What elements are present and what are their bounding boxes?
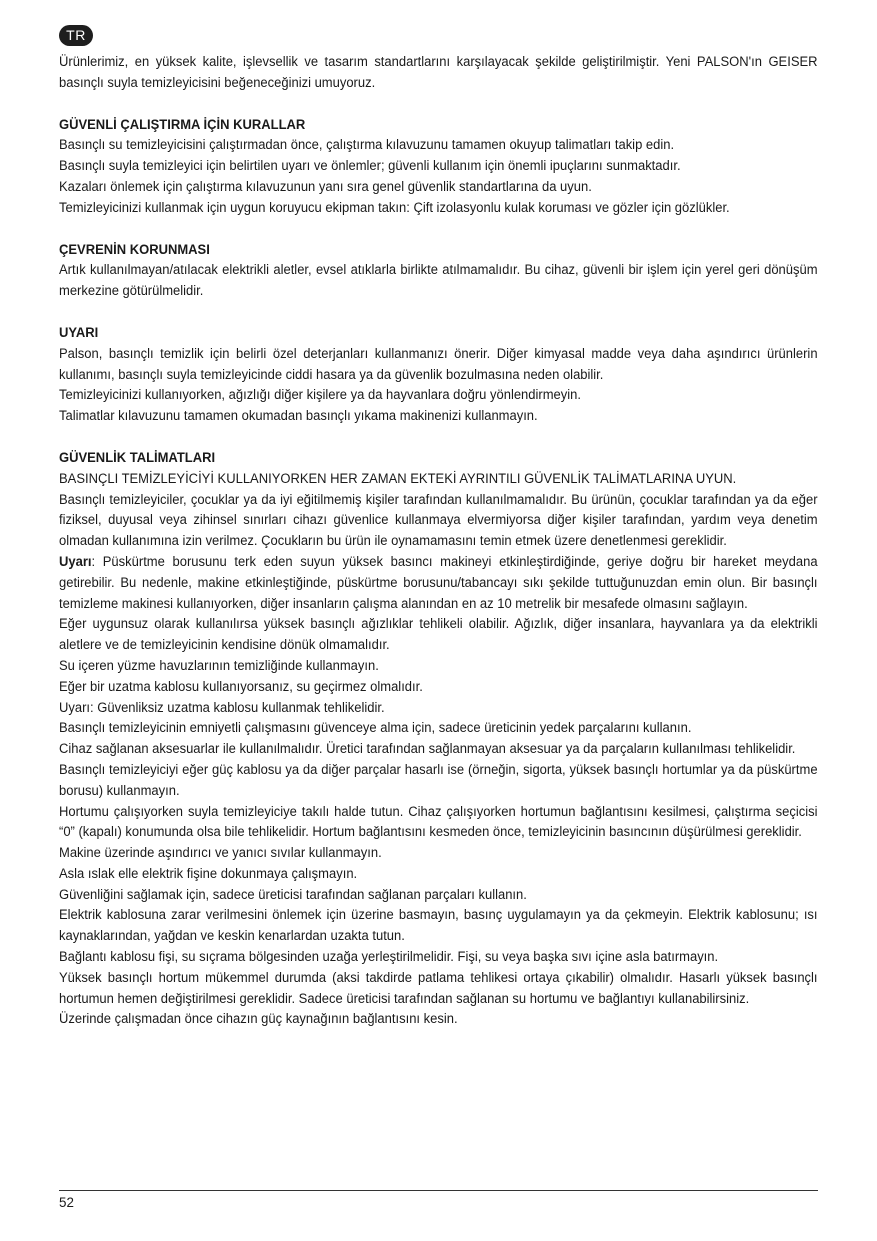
text-line: Yüksek basınçlı hortum mükemmel durumda (aksi takdirde patlama tehlikesi ortaya çıkabilir) olmalıdır. Hasarlı yüksek basınçlı hortumun hemen değiştirilmesi gereklidir. Sadece üreticisi tarafından sağlanan su hortumu ve bağlantıyı kullanabilirsiniz. [59,969,818,1006]
recoil-warning-label: Uyarı [59,553,92,569]
text-line: Su içeren yüzme havuzlarının temizliğinde kullanmayın. [59,657,379,673]
text-line: Üzerinde çalışmadan önce cihazın güç kaynağının bağlantısını kesin. [59,1011,458,1027]
text-line: Makine üzerinde aşındırıcı ve yanıcı sıvılar kullanmayın. [59,845,382,861]
text-line: Palson, basınçlı temizlik için belirli özel deterjanları kullanmanızı önerir. Diğer kimyasal madde veya daha aşındırıcı ürünlerin kullanımı, basınçlı suyla temizleyicinde ciddi hasara ya da güvenlik bozulmasına neden olabilir. [59,345,818,382]
text-line: Basınçlı suyla temizleyici için belirtilen uyarı ve önlemler; güvenli kullanım için önemli ipuçlarını sunmaktadır. [59,158,681,174]
section-heading: ÇEVRENİN KORUNMASI [59,241,210,257]
text-line: Cihaz sağlanan aksesuarlar ile kullanılmalıdır. Üretici tarafından sağlanmayan aksesuar ya da parçaların kullanılması tehlikelidir. [59,741,796,757]
text-line: Bağlantı kablosu fişi, su sıçrama bölgesinden uzağa yerleştirilmelidir. Fişi, su veya başka sıvı içine asla batırmayın. [59,949,719,965]
children-paragraph: Basınçlı temizleyiciler, çocuklar ya da iyi eğitilmemiş kişiler tarafından kullanılmamalıdır. Bu ürünün, çocuklar tarafından ya da eğer fiziksel, duyusal veya zihinsel sınırları cihazı güvenlice kullanmaya elvermiyorsa diğer kişiler tarafından, yardım veya denetim olmadan kullanımına izin verilmez. Çocukların bu ürün ile oynamamasını temin etmek üzere denetlenmesi gereklidir. [59,491,818,549]
language-badge: TR [59,25,93,46]
text-line: Basınçlı su temizleyicisini çalıştırmadan önce, çalıştırma kılavuzunu tamamen okuyup talimatları takip edin. [59,137,675,153]
text-line: Basınçlı temizleyicinin emniyetli çalışmasını güvenceye alma için, sadece üreticinin yedek parçalarını kullanın. [59,720,692,736]
recoil-warning-paragraph [59,552,818,614]
section-environment [59,240,818,302]
text-line: Temizleyicinizi kullanıyorken, ağızlığı diğer kişilere ya da hayvanlara doğru yönlendirmeyin. [59,387,581,403]
section-heading: GÜVENLİ ÇALIŞTIRMA İÇİN KURALLAR [59,116,306,132]
section-warning [59,323,818,427]
section-heading: GÜVENLİK TALİMATLARI [59,449,216,465]
text-line: Uyarı: Güvenliksiz uzatma kablosu kullanmak tehlikelidir. [59,699,385,715]
text-line: Eğer bir uzatma kablosu kullanıyorsanız, su geçirmez olmalıdır. [59,678,423,694]
intro-paragraph: Ürünlerimiz, en yüksek kalite, işlevsellik ve tasarım standartlarını karşılayacak şekilde geliştirilmiştir. Yeni PALSON'ın GEISER basınçlı suyla temizleyicisini beğeneceğinizi umuyoruz. [59,54,818,90]
subheading: BASINÇLI TEMİZLEYİCİYİ KULLANIYORKEN HER ZAMAN EKTEKİ AYRINTILI GÜVENLİK TALİMATLARINA UYUN. [59,470,737,486]
section-heading: UYARI [59,324,99,340]
text-line: Artık kullanılmayan/atılacak elektrikli aletler, evsel atıklarla birlikte atılmamalıdır. Bu cihaz, güvenli bir işlem için yerel geri dönüşüm merkezine götürülmelidir. [59,262,818,299]
section-safety-instructions [59,448,818,1030]
text-line: Elektrik kablosuna zarar verilmesini önlemek için üzerine basmayın, basınç uygulamayın ya da çekmeyin. Elektrik kablosunu; ısı kaynaklarından, yağdan ve keskin kenarlardan uzakta tutun. [59,907,818,944]
text-line: Güvenliğini sağlamak için, sadece üreticisi tarafından sağlanan parçaları kullanın. [59,886,527,902]
text-line: Basınçlı temizleyiciyi eğer güç kablosu ya da diğer parçalar hasarlı ise (örneğin, sigorta, yüksek basınçlı hortumlar ya da püskürtme borusu) kullanmayın. [59,761,818,798]
recoil-warning-text: : Püskürtme borusunu terk eden suyun yüksek basıncı makineyi etkinleştirdiğinde, geriye doğru bir hareket meydana getirebilir. Bu nedenle, makine etkinleştiğinde, püskürtme borusunu/tabancayı sıkı şekilde tuttuğunuzdan emin olun. Bir basınçlı temizleme makinesi kullanıyorken, diğer insanların çalışma alanından en az 10 metrelik bir mesafede olmasını sağlayın. [59,553,818,611]
text-line: Talimatlar kılavuzunu tamamen okumadan basınçlı yıkama makinenizi kullanmayın. [59,408,538,424]
text-line: Eğer uygunsuz olarak kullanılırsa yüksek basınçlı ağızlıklar tehlikeli olabilir. Ağızlık, diğer insanlara, hayvanlara ya da elektrikli aletlere ve de temizleyicinin kendisine dönük olmamalıdır. [59,616,818,653]
text-line: Asla ıslak elle elektrik fişine dokunmaya çalışmayın. [59,865,358,881]
page-content [59,52,818,1030]
text-line: Temizleyicinizi kullanmak için uygun koruyucu ekipman takın: Çift izolasyonlu kulak koruması ve gözler için gözlükler. [59,199,730,215]
section-safe-operation [59,115,818,219]
footer-divider [59,1190,818,1191]
page-number: 52 [59,1195,74,1210]
text-line: Hortumu çalışıyorken suyla temizleyiciye takılı halde tutun. Cihaz çalışıyorken hortumun bağlantısını kesilmesi, çalıştırma seçicisi “0” (kapalı) konumunda olsa bile tehlikelidir. Hortum bağlantısını kesmeden önce, temizleyicinin basıncının düşürülmesi gereklidir. [59,803,818,840]
text-line: Kazaları önlemek için çalıştırma kılavuzunun yanı sıra genel güvenlik standartlarına da uyun. [59,178,592,194]
